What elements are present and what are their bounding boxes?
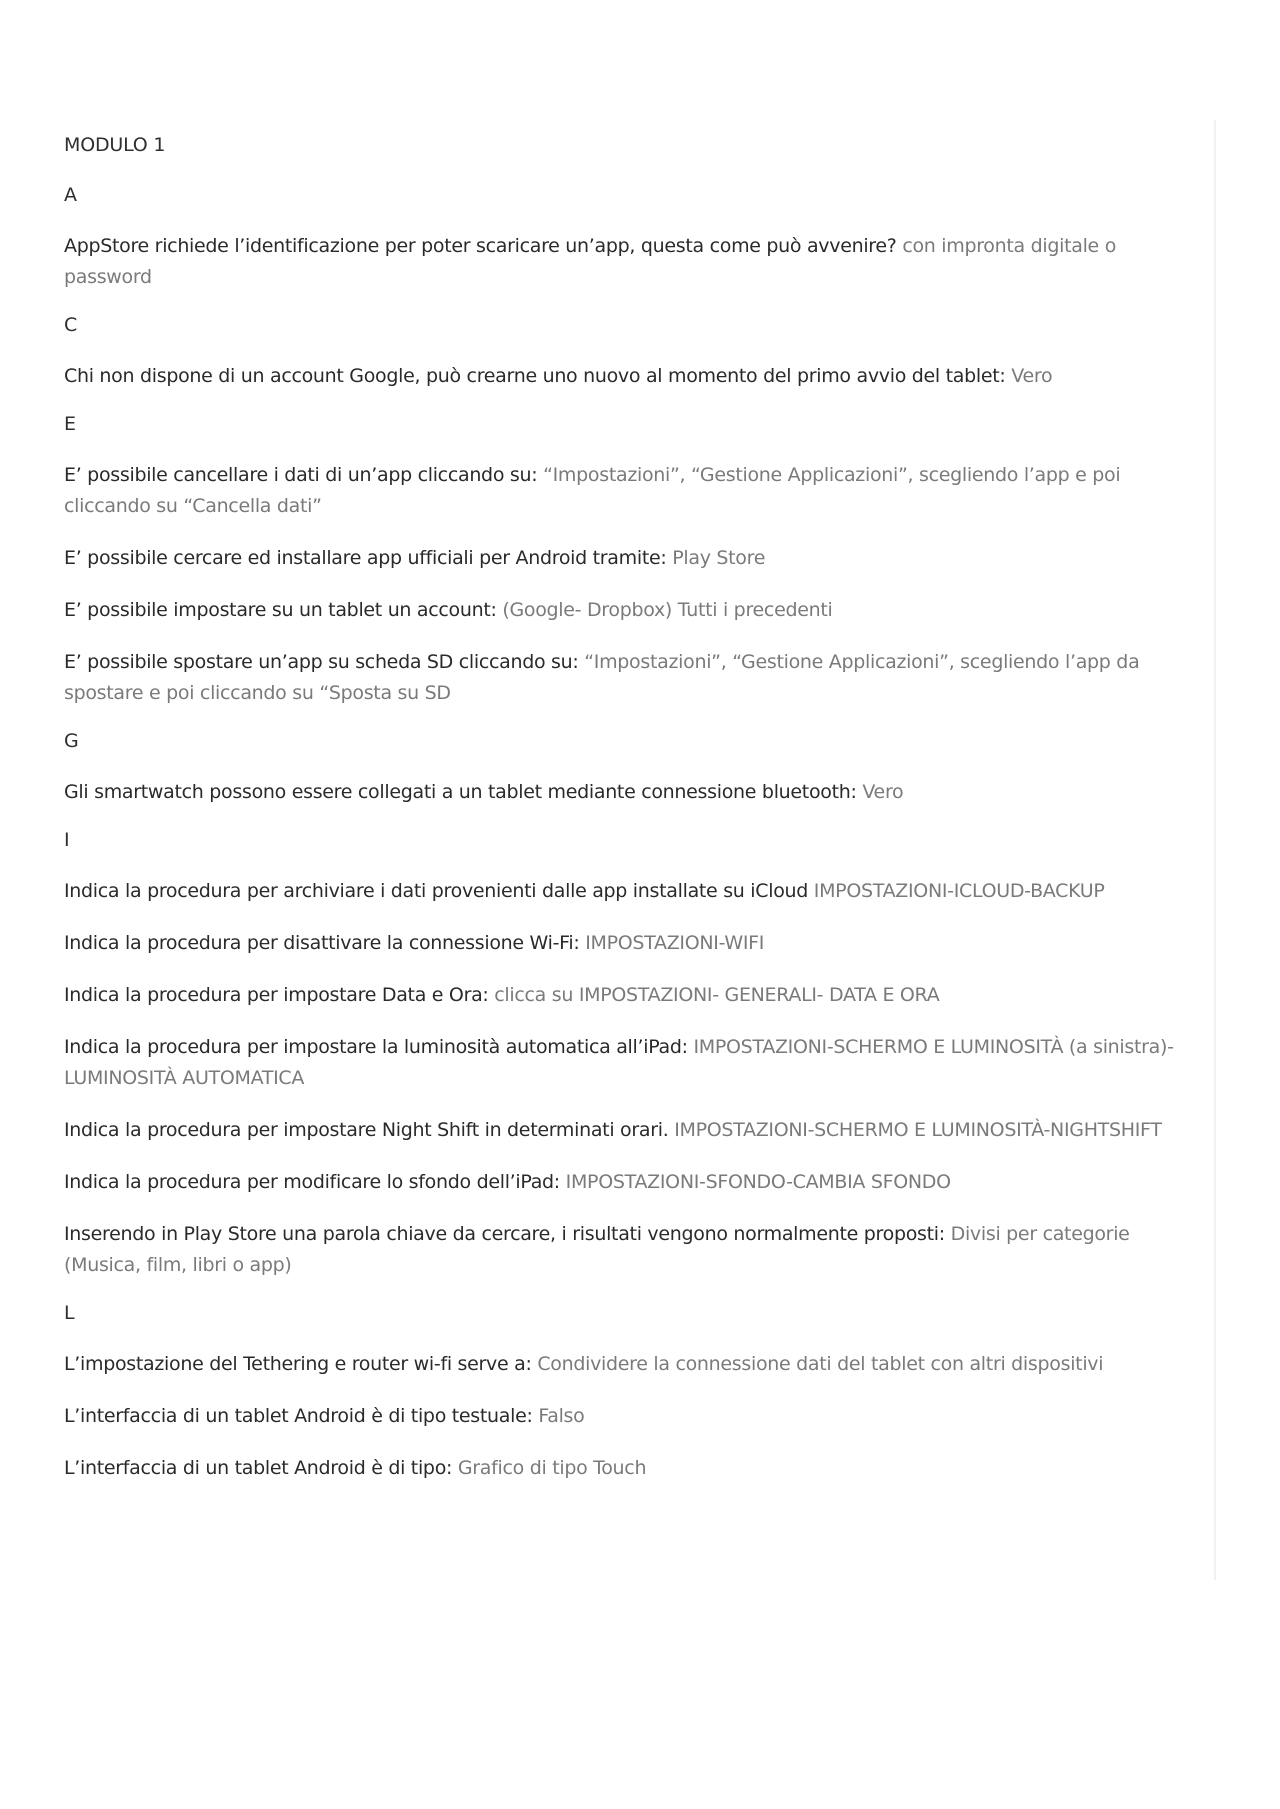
qa-entry	[64, 1167, 1206, 1198]
qa-entry	[64, 595, 1206, 626]
question-text: Chi non dispone di un account Google, può crearne uno nuovo al momento del primo avvio del tablet:	[64, 365, 1006, 387]
answer-text: Vero	[1005, 365, 1053, 387]
question-text: Indica la procedura per impostare la luminosità automatica all’iPad:	[64, 1036, 688, 1058]
qa-entry	[64, 231, 1206, 293]
answer-text: IMPOSTAZIONI-SFONDO-CAMBIA SFONDO	[559, 1171, 951, 1193]
question-text: Indica la procedura per archiviare i dati provenienti dalle app installate su iCloud	[64, 880, 809, 902]
section-letter-e: E	[64, 413, 77, 435]
page-title: MODULO 1	[64, 134, 166, 156]
qa-entry	[64, 777, 1206, 808]
answer-text: Vero	[856, 781, 904, 803]
answer-text: IMPOSTAZIONI-WIFI	[579, 932, 765, 954]
qa-entry	[64, 876, 1206, 907]
answer-text: con impronta digitale o password	[64, 235, 1117, 288]
answer-text: IMPOSTAZIONI-SCHERMO E LUMINOSITÀ (a sinistra)-LUMINOSITÀ AUTOMATICA	[64, 1036, 1174, 1089]
qa-entry	[64, 1032, 1206, 1094]
qa-entry	[64, 980, 1206, 1011]
section-letter-a: A	[64, 184, 77, 206]
question-text: L’impostazione del Tethering e router wi-fi serve a:	[64, 1353, 532, 1375]
qa-entry	[64, 1349, 1206, 1380]
section-letter-c: C	[64, 314, 78, 336]
qa-entry	[64, 1115, 1206, 1146]
question-text: AppStore richiede l’identificazione per poter scaricare un’app, questa come può avvenire?	[64, 235, 897, 257]
section-letter-i: I	[64, 829, 70, 851]
question-text: E’ possibile impostare su un tablet un account:	[64, 599, 497, 621]
question-text: E’ possibile spostare un’app su scheda SD cliccando su:	[64, 651, 579, 673]
question-text: Indica la procedura per impostare Data e Ora:	[64, 984, 489, 1006]
answer-text: clicca su IMPOSTAZIONI- GENERALI- DATA E ORA	[488, 984, 940, 1006]
answer-text: Play Store	[666, 547, 766, 569]
section-letter-l: L	[64, 1302, 75, 1324]
answer-text: IMPOSTAZIONI-ICLOUD-BACKUP	[808, 880, 1105, 902]
qa-entry	[64, 460, 1206, 522]
qa-entry	[64, 1219, 1206, 1281]
question-text: L’interfaccia di un tablet Android è di tipo testuale:	[64, 1405, 533, 1427]
answer-text: (Google- Dropbox) Tutti i precedenti	[496, 599, 833, 621]
question-text: E’ possibile cancellare i dati di un’app cliccando su:	[64, 464, 538, 486]
qa-entry	[64, 543, 1206, 574]
question-text: Indica la procedura per impostare Night Shift in determinati orari.	[64, 1119, 669, 1141]
answer-text: “Impostazioni”, “Gestione Applicazioni”, scegliendo l’app da spostare e poi cliccando su “Sposta su SD	[64, 651, 1140, 704]
qa-entry	[64, 647, 1206, 709]
qa-entry	[64, 1401, 1206, 1432]
answer-text: “Impostazioni”, “Gestione Applicazioni”, scegliendo l’app e poi cliccando su “Cancella dati”	[64, 464, 1121, 517]
qa-entry	[64, 361, 1206, 392]
answer-text: Condividere la connessione dati del tablet con altri dispositivi	[531, 1353, 1104, 1375]
question-text: Indica la procedura per modificare lo sfondo dell’iPad:	[64, 1171, 560, 1193]
document-page	[46, 120, 1216, 1580]
section-letter-g: G	[64, 730, 79, 752]
question-text: E’ possibile cercare ed installare app ufficiali per Android tramite:	[64, 547, 667, 569]
question-text: Inserendo in Play Store una parola chiave da cercare, i risultati vengono normalmente proposti:	[64, 1223, 945, 1245]
qa-entry	[64, 1453, 1206, 1484]
question-text: L’interfaccia di un tablet Android è di tipo:	[64, 1457, 453, 1479]
question-text: Gli smartwatch possono essere collegati a un tablet mediante connessione bluetooth:	[64, 781, 857, 803]
answer-text: Divisi per categorie (Musica, film, libri o app)	[64, 1223, 1130, 1276]
answer-text: IMPOSTAZIONI-SCHERMO E LUMINOSITÀ-NIGHTSHIFT	[668, 1119, 1162, 1141]
question-text: Indica la procedura per disattivare la connessione Wi-Fi:	[64, 932, 580, 954]
answer-text: Grafico di tipo Touch	[452, 1457, 647, 1479]
qa-entry	[64, 928, 1206, 959]
answer-text: Falso	[532, 1405, 585, 1427]
